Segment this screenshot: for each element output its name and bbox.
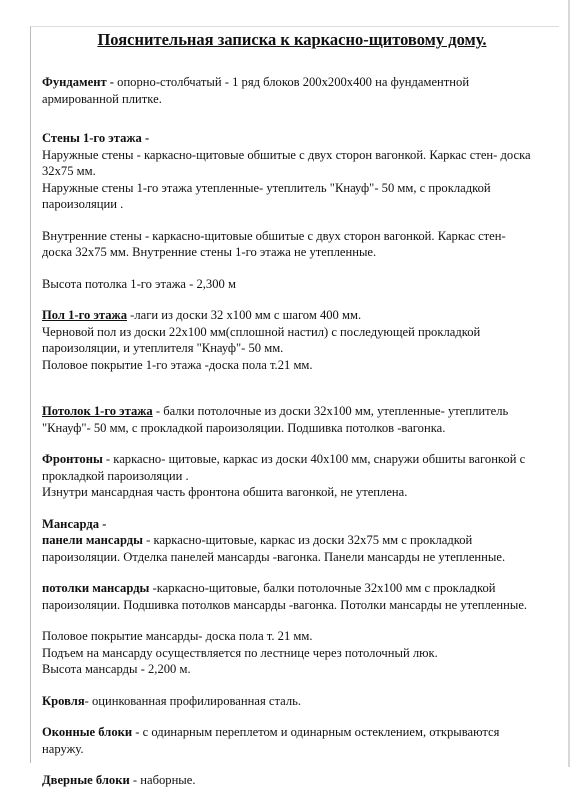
walls1-line: 32х75 мм. xyxy=(42,164,96,178)
scan-edge xyxy=(568,0,570,767)
walls1-line: пароизоляции . xyxy=(42,197,124,211)
ceiling-height-line: Высота потолка 1-го этажа - 2,300 м xyxy=(42,276,236,291)
windows-text: - с одинарным переплетом и одинарным остеклением, открываются xyxy=(132,725,500,739)
roof-text: - оцинкованная профилированная сталь. xyxy=(84,693,302,708)
attic-panels-text: - каркасно-щитовые, каркас из доски 32х75 мм с прокладкой xyxy=(143,533,473,547)
attic-ceilings-paragraph xyxy=(42,580,542,597)
attic-stairs-line: Подъем на мансарду осуществляется по лестнице через потолочный люк. xyxy=(42,645,438,660)
windows-line: наружу. xyxy=(42,741,84,756)
ceiling1-paragraph xyxy=(42,403,542,420)
foundation-paragraph xyxy=(42,74,542,91)
gables-line: Изнутри мансардная часть фронтона обшита вагонкой, не утеплена. xyxy=(42,485,408,499)
document-title: Пояснительная записка к каркасно-щитовому дому. xyxy=(97,30,487,49)
floor1-text: -лаги из доски 32 х100 мм с шагом 400 мм. xyxy=(127,308,362,322)
attic-panels-paragraph xyxy=(42,532,542,549)
attic-panels-heading: панели мансарды xyxy=(42,533,143,547)
document-body xyxy=(42,74,542,789)
ceiling1-line: "Кнауф"- 50 мм, с прокладкой пароизоляции. Подшивка потолков -вагонка. xyxy=(42,420,446,435)
gables-text: - каркасно- щитовые, каркас из доски 40х100 мм, снаружи обшиты вагонкой с xyxy=(102,452,526,466)
attic-ceilings-line: пароизоляции. Подшивка потолков мансарды -вагонка. Потолки мансарды не утепленные. xyxy=(42,597,528,612)
attic-heading: Мансарда - xyxy=(42,516,107,531)
foundation-text-2: армированной плитке. xyxy=(42,91,162,106)
gables-paragraph xyxy=(42,451,542,468)
attic-ceilings-text: -каркасно-щитовые, балки потолочные 32х100 мм с прокладкой xyxy=(149,581,496,595)
gables-line: прокладкой пароизоляции . xyxy=(42,468,189,483)
walls1-line: Наружные стены 1-го этажа утепленные- утеплитель "Кнауф"- 50 мм, с прокладкой xyxy=(42,180,491,195)
windows-heading: Оконные блоки xyxy=(42,725,133,739)
attic-ceilings-heading: потолки мансарды xyxy=(42,581,150,595)
doors-paragraph xyxy=(42,772,542,789)
floor1-line: пароизоляции, и утеплителя "Кнауф"- 50 мм. xyxy=(42,341,284,355)
roof-heading: Кровля xyxy=(42,693,85,708)
doors-heading: Дверные блоки xyxy=(42,773,130,787)
walls1-heading: Стены 1-го этажа - xyxy=(42,131,150,145)
gables-heading: Фронтоны xyxy=(42,452,103,466)
floor1-paragraph xyxy=(42,307,542,324)
floor1-line: Черновой пол из доски 22х100 мм(сплошной настил) с последующей прокладкой xyxy=(42,324,481,339)
attic-height-line: Высота мансарды - 2,200 м. xyxy=(42,662,191,676)
attic-panels-line: пароизоляции. Отделка панелей мансарды -вагонка. Панели мансарды не утепленные. xyxy=(42,549,506,564)
ceiling1-heading: Потолок 1-го этажа xyxy=(42,404,153,418)
foundation-heading: Фундамент - xyxy=(42,75,114,89)
doors-text: - наборные. xyxy=(129,773,196,787)
floor1-line: Половое покрытие 1-го этажа -доска пола т.21 мм. xyxy=(42,357,313,372)
walls1-line: доска 32х75 мм. Внутренние стены 1-го этажа не утепленные. xyxy=(42,245,377,259)
foundation-text: опорно-столбчатый - 1 ряд блоков 200х200х400 на фундаментной xyxy=(114,75,470,89)
walls1-line: Наружные стены - каркасно-щитовые обшитые с двух сторон вагонкой. Каркас стен- доска xyxy=(42,147,531,162)
attic-floor-line: Половое покрытие мансарды- доска пола т. 21 мм. xyxy=(42,629,313,643)
ceiling1-text: - балки потолочные из доски 32х100 мм, утепленные- утеплитель xyxy=(152,404,509,418)
roof-paragraph xyxy=(42,693,542,710)
floor1-heading: Пол 1-го этажа xyxy=(42,308,127,322)
windows-paragraph xyxy=(42,724,542,741)
walls1-line: Внутренние стены - каркасно-щитовые обшитые с двух сторон вагонкой. Каркас стен- xyxy=(42,228,506,243)
